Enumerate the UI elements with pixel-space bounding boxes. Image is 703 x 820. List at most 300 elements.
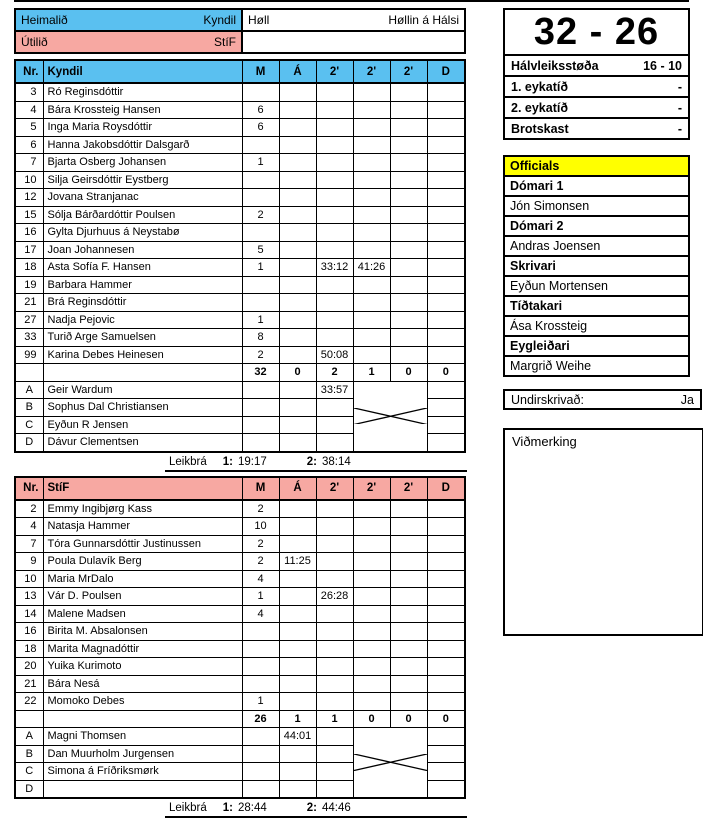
warning-cell <box>279 416 316 434</box>
disqualification-cell <box>427 518 465 536</box>
suspension-1-cell <box>316 500 353 518</box>
disqualification-cell <box>427 224 465 242</box>
goals-cell: 4 <box>242 570 279 588</box>
goals-cell: 10 <box>242 518 279 536</box>
player-name: Maria MrDalo <box>43 570 242 588</box>
warning-cell <box>279 693 316 711</box>
disqualification-cell <box>427 259 465 277</box>
player-name: Silja Geirsdóttir Eystberg <box>43 171 242 189</box>
suspension-1-cell <box>316 518 353 536</box>
goals-cell <box>242 623 279 641</box>
goals-cell: 4 <box>242 605 279 623</box>
suspension-3-cell <box>390 553 427 571</box>
goals-cell: 1 <box>242 693 279 711</box>
disqualification-cell <box>427 154 465 172</box>
suspension-2-cell <box>353 570 390 588</box>
suspension-2-cell <box>353 640 390 658</box>
disqualification-cell <box>427 276 465 294</box>
suspension-1-cell <box>316 570 353 588</box>
player-number: 18 <box>15 259 43 277</box>
page-top-rule <box>14 0 689 2</box>
goals-cell: 2 <box>242 535 279 553</box>
suspension-1-cell <box>316 311 353 329</box>
player-number: 5 <box>15 119 43 137</box>
suspension-2-cell <box>353 518 390 536</box>
player-row <box>15 154 465 172</box>
suspension-3-cell <box>390 605 427 623</box>
hall-name: Høllin á Hálsi <box>388 13 459 27</box>
suspension-1-cell: 33:12 <box>316 259 353 277</box>
suspension-3-cell <box>390 171 427 189</box>
total-cell: 1 <box>279 710 316 728</box>
player-row <box>15 518 465 536</box>
warning-cell <box>279 623 316 641</box>
goals-cell <box>242 675 279 693</box>
halftime-value: 16 - 10 <box>643 58 682 73</box>
player-number: 20 <box>15 658 43 676</box>
suspension-1-cell <box>316 224 353 242</box>
disqualification-cell <box>427 675 465 693</box>
suspension-3-cell <box>390 136 427 154</box>
warning-cell <box>279 206 316 224</box>
col-disqualification: D <box>427 60 465 83</box>
player-number: 15 <box>15 206 43 224</box>
totals-empty-number <box>15 710 43 728</box>
suspension-1-cell <box>316 241 353 259</box>
goals-cell <box>242 658 279 676</box>
suspension-1-cell <box>316 171 353 189</box>
signature-panel <box>503 389 702 410</box>
total-cell: 0 <box>390 364 427 382</box>
suspension-3-cell <box>390 154 427 172</box>
suspension-1-cell <box>316 119 353 137</box>
total-cell: 1 <box>353 364 390 382</box>
player-name: Brá Reginsdóttir <box>43 294 242 312</box>
player-row <box>15 276 465 294</box>
suspension-2-cell <box>353 693 390 711</box>
bench-name: Geir Wardum <box>43 381 242 399</box>
overtime-1-label: 1. eykatíð <box>511 79 568 94</box>
suspension-2-cell: 41:26 <box>353 259 390 277</box>
player-row <box>15 241 465 259</box>
suspension-2-cell <box>353 535 390 553</box>
player-number: 3 <box>15 83 43 101</box>
suspension-3-cell <box>390 189 427 207</box>
suspension-1-cell <box>316 728 353 746</box>
col-suspension-2: 2' <box>353 60 390 83</box>
disqualification-cell <box>427 434 465 452</box>
disqualification-cell <box>427 640 465 658</box>
suspension-3-cell <box>390 693 427 711</box>
player-row <box>15 658 465 676</box>
goals-cell: 2 <box>242 346 279 364</box>
goals-cell <box>242 189 279 207</box>
player-number: 4 <box>15 518 43 536</box>
disqualification-cell <box>427 101 465 119</box>
suspension-2-cell <box>353 658 390 676</box>
totals-empty-name <box>43 364 242 382</box>
suspension-1-cell <box>316 329 353 347</box>
col-team: StíF <box>43 477 242 500</box>
player-name: Barbara Hammer <box>43 276 242 294</box>
suspension-1-cell <box>316 658 353 676</box>
goals-cell: 1 <box>242 259 279 277</box>
bench-name: Eyðun R Jensen <box>43 416 242 434</box>
warning-cell <box>279 675 316 693</box>
player-row <box>15 136 465 154</box>
col-suspension-1: 2' <box>316 477 353 500</box>
player-name: Poula Dulavík Berg <box>43 553 242 571</box>
goals-cell <box>242 416 279 434</box>
suspension-1-cell: 50:08 <box>316 346 353 364</box>
warning-cell: 44:01 <box>279 728 316 746</box>
player-name: Momoko Debes <box>43 693 242 711</box>
col-number: Nr. <box>15 60 43 83</box>
player-row <box>15 311 465 329</box>
signature-label: Undirskrivað: <box>511 392 584 407</box>
disqualification-cell <box>427 311 465 329</box>
player-number: 13 <box>15 588 43 606</box>
signature-value: Ja <box>680 392 694 407</box>
goals-cell <box>242 294 279 312</box>
suspension-2-cell <box>353 189 390 207</box>
bench-official-row <box>15 381 465 399</box>
suspension-3-cell <box>390 101 427 119</box>
bench-letter: B <box>15 745 43 763</box>
suspension-3-cell <box>390 83 427 101</box>
disqualification-cell <box>427 329 465 347</box>
col-goals: M <box>242 60 279 83</box>
home-team-cell <box>15 9 242 31</box>
suspension-2-cell <box>353 119 390 137</box>
roster-header-row <box>15 60 465 83</box>
player-name: Jovana Stranjanac <box>43 189 242 207</box>
suspension-3-cell <box>390 623 427 641</box>
player-name: Sólja Bárðardóttir Poulsen <box>43 206 242 224</box>
player-number: 21 <box>15 294 43 312</box>
bench-letter: D <box>15 434 43 452</box>
warning-cell <box>279 189 316 207</box>
player-row <box>15 329 465 347</box>
goals-cell: 2 <box>242 500 279 518</box>
goals-cell <box>242 136 279 154</box>
total-cell: 32 <box>242 364 279 382</box>
suspension-2-cell <box>353 83 390 101</box>
goals-cell <box>242 399 279 417</box>
col-warning: Á <box>279 60 316 83</box>
player-number: 22 <box>15 693 43 711</box>
warning-cell: 11:25 <box>279 553 316 571</box>
goals-cell: 1 <box>242 311 279 329</box>
warning-cell <box>279 434 316 452</box>
player-name: Natasja Hammer <box>43 518 242 536</box>
disqualification-cell <box>427 136 465 154</box>
player-row <box>15 535 465 553</box>
suspension-3-cell <box>390 500 427 518</box>
warning-cell <box>279 500 316 518</box>
empty-cell <box>242 31 465 53</box>
match-info-table <box>14 8 466 54</box>
suspension-1-cell <box>316 535 353 553</box>
player-name: Hanna Jakobsdóttir Dalsgarð <box>43 136 242 154</box>
suspension-3-cell <box>390 346 427 364</box>
player-number: 18 <box>15 640 43 658</box>
col-suspension-3: 2' <box>390 60 427 83</box>
player-number: 99 <box>15 346 43 364</box>
suspension-3-cell <box>390 518 427 536</box>
player-row <box>15 83 465 101</box>
left-column <box>14 8 464 818</box>
player-row <box>15 101 465 119</box>
official-role: Eygleiðari <box>505 335 688 355</box>
total-cell: 0 <box>279 364 316 382</box>
suspension-2-cell <box>353 224 390 242</box>
remarks-panel <box>503 428 703 636</box>
warning-cell <box>279 518 316 536</box>
warning-cell <box>279 570 316 588</box>
official-role: Dómari 1 <box>505 175 688 195</box>
disqualification-cell <box>427 381 465 399</box>
suspension-3-cell <box>390 259 427 277</box>
disqualification-cell <box>427 294 465 312</box>
officials-panel <box>503 155 690 377</box>
remarks-label: Viðmerking <box>512 434 577 449</box>
official-role: Tíðtakari <box>505 295 688 315</box>
total-cell: 0 <box>427 710 465 728</box>
official-name: Jón Simonsen <box>505 195 688 215</box>
goals-cell <box>242 276 279 294</box>
suspension-1-cell <box>316 154 353 172</box>
suspension-1-cell <box>316 780 353 798</box>
disqualification-cell <box>427 623 465 641</box>
hall-cell <box>242 9 465 31</box>
col-disqualification: D <box>427 477 465 500</box>
timeout-2-label: 2: <box>306 802 317 814</box>
totals-row <box>15 710 465 728</box>
player-name: Malene Madsen <box>43 605 242 623</box>
player-name: Yuika Kurimoto <box>43 658 242 676</box>
suspension-3-cell <box>390 588 427 606</box>
goals-cell: 8 <box>242 329 279 347</box>
timeout-2-value: 44:46 <box>321 802 351 814</box>
player-name: Gylta Djurhuus á Neystabø <box>43 224 242 242</box>
col-suspension-2: 2' <box>353 477 390 500</box>
disqualification-cell <box>427 241 465 259</box>
suspension-2-cell <box>353 206 390 224</box>
bench-letter: D <box>15 780 43 798</box>
timeout-2-label: 2: <box>306 455 317 468</box>
away-label: Útilið <box>21 35 48 49</box>
suspension-3-cell <box>390 119 427 137</box>
player-row <box>15 259 465 277</box>
timeout-2-value: 38:14 <box>321 455 351 468</box>
total-cell: 0 <box>427 364 465 382</box>
suspension-2-cell <box>353 500 390 518</box>
goals-cell: 5 <box>242 241 279 259</box>
final-score: 32 - 26 <box>533 10 660 53</box>
player-number: 19 <box>15 276 43 294</box>
overtime-1-value: - <box>677 79 682 94</box>
home-roster-table <box>14 59 466 453</box>
player-row <box>15 119 465 137</box>
goals-cell <box>242 83 279 101</box>
disqualification-cell <box>427 399 465 417</box>
suspension-2-cell <box>353 101 390 119</box>
player-row <box>15 588 465 606</box>
official-role: Dómari 2 <box>505 215 688 235</box>
warning-cell <box>279 658 316 676</box>
player-row <box>15 206 465 224</box>
suspension-1-cell <box>316 189 353 207</box>
total-cell: 2 <box>316 364 353 382</box>
halftime-label: Hálvleiksstøða <box>511 58 599 73</box>
warning-cell <box>279 535 316 553</box>
warning-cell <box>279 588 316 606</box>
timeout-1-value: 19:17 <box>237 455 267 468</box>
official-name: Andras Joensen <box>505 235 688 255</box>
bench-name <box>43 780 242 798</box>
roster-header-row <box>15 477 465 500</box>
player-number: 16 <box>15 623 43 641</box>
goals-cell <box>242 728 279 746</box>
player-number: 16 <box>15 224 43 242</box>
suspension-1-cell <box>316 294 353 312</box>
warning-cell <box>279 101 316 119</box>
suspension-1-cell <box>316 693 353 711</box>
suspension-1-cell <box>316 206 353 224</box>
penalty-value: - <box>677 121 682 136</box>
home-label: Heimalið <box>21 13 68 27</box>
bench-letter: C <box>15 416 43 434</box>
col-warning: Á <box>279 477 316 500</box>
bench-name: Magni Thomsen <box>43 728 242 746</box>
player-row <box>15 605 465 623</box>
player-name: Inga Maria Roysdóttir <box>43 119 242 137</box>
bench-official-row <box>15 728 465 746</box>
player-name: Bára Krossteig Hansen <box>43 101 242 119</box>
player-name: Marita Magnadóttir <box>43 640 242 658</box>
bench-letter: A <box>15 728 43 746</box>
suspension-2-cell <box>353 294 390 312</box>
disqualification-cell <box>427 171 465 189</box>
total-cell: 0 <box>353 710 390 728</box>
player-name: Nadja Pejovic <box>43 311 242 329</box>
player-number: 7 <box>15 535 43 553</box>
player-number: 27 <box>15 311 43 329</box>
suspension-2-cell <box>353 623 390 641</box>
official-role: Skrivari <box>505 255 688 275</box>
bench-letter: B <box>15 399 43 417</box>
suspension-1-cell <box>316 101 353 119</box>
player-number: 10 <box>15 570 43 588</box>
disqualification-cell <box>427 605 465 623</box>
player-number: 33 <box>15 329 43 347</box>
disqualification-cell <box>427 416 465 434</box>
warning-cell <box>279 119 316 137</box>
player-number: 7 <box>15 154 43 172</box>
goals-cell <box>242 745 279 763</box>
suspension-1-cell <box>316 434 353 452</box>
total-cell: 0 <box>390 710 427 728</box>
suspension-1-cell <box>316 640 353 658</box>
warning-cell <box>279 780 316 798</box>
warning-cell <box>279 171 316 189</box>
player-row <box>15 623 465 641</box>
suspension-3-cell <box>390 276 427 294</box>
official-name: Margrið Weihe <box>505 355 688 375</box>
warning-cell <box>279 346 316 364</box>
suspension-2-cell <box>353 136 390 154</box>
suspension-2-cell <box>353 346 390 364</box>
suspension-1-cell: 26:28 <box>316 588 353 606</box>
player-name: Joan Johannesen <box>43 241 242 259</box>
warning-cell <box>279 154 316 172</box>
suspension-2-cell <box>353 276 390 294</box>
player-name: Bára Nesá <box>43 675 242 693</box>
suspension-1-cell <box>316 416 353 434</box>
timeout-1-label: 1: <box>222 455 233 468</box>
overtime-2-row <box>505 96 688 117</box>
home-timeouts <box>165 453 467 472</box>
player-name: Birita M. Absalonsen <box>43 623 242 641</box>
col-team: Kyndil <box>43 60 242 83</box>
disqualification-cell <box>427 553 465 571</box>
disqualification-cell <box>427 119 465 137</box>
warning-cell <box>279 605 316 623</box>
suspension-1-cell <box>316 675 353 693</box>
warning-cell <box>279 83 316 101</box>
disqualification-cell <box>427 189 465 207</box>
warning-cell <box>279 745 316 763</box>
bench-name: Dan Muurholm Jurgensen <box>43 745 242 763</box>
overtime-1-row <box>505 75 688 96</box>
suspension-3-cell <box>390 675 427 693</box>
goals-cell: 1 <box>242 588 279 606</box>
suspension-3-cell <box>390 535 427 553</box>
official-name: Eyðun Mortensen <box>505 275 688 295</box>
warning-cell <box>279 381 316 399</box>
goals-cell: 1 <box>242 154 279 172</box>
player-row <box>15 553 465 571</box>
halftime-row <box>505 54 688 75</box>
suspension-3-cell <box>390 311 427 329</box>
col-suspension-1: 2' <box>316 60 353 83</box>
disqualification-cell <box>427 535 465 553</box>
x-mark-icon <box>354 754 427 771</box>
player-row <box>15 346 465 364</box>
suspension-2-cell <box>353 171 390 189</box>
player-row <box>15 500 465 518</box>
player-number: 9 <box>15 553 43 571</box>
suspension-2-cell <box>353 675 390 693</box>
disqualification-cell <box>427 728 465 746</box>
suspension-3-cell <box>390 241 427 259</box>
suspension-1-cell <box>316 136 353 154</box>
disqualification-cell <box>427 745 465 763</box>
disqualification-cell <box>427 570 465 588</box>
player-name: Karina Debes Heinesen <box>43 346 242 364</box>
disqualification-cell <box>427 693 465 711</box>
warning-cell <box>279 259 316 277</box>
suspension-3-cell <box>390 329 427 347</box>
disqualification-cell <box>427 346 465 364</box>
player-number: 4 <box>15 101 43 119</box>
player-number: 6 <box>15 136 43 154</box>
disqualification-cell <box>427 780 465 798</box>
totals-empty-name <box>43 710 242 728</box>
goals-cell <box>242 434 279 452</box>
suspension-2-cell <box>353 154 390 172</box>
